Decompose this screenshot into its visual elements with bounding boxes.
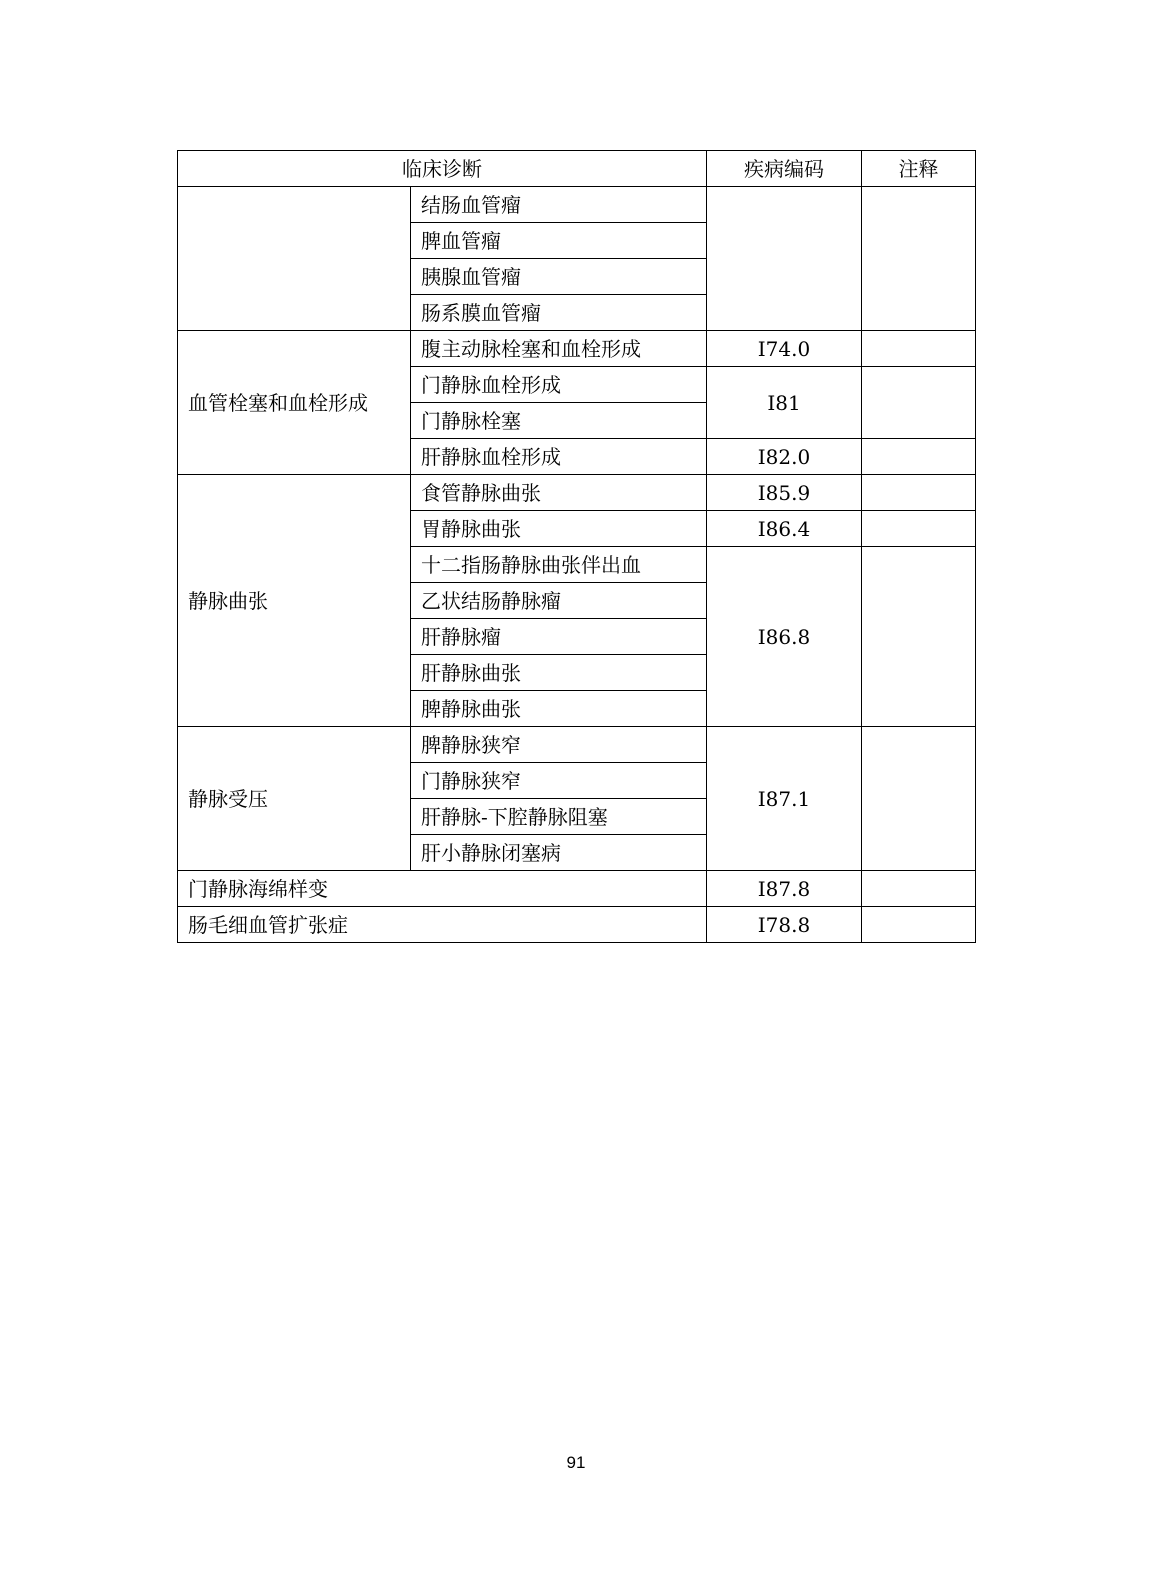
- diagnosis-cell: 乙状结肠静脉瘤: [411, 583, 707, 619]
- note-cell: [862, 547, 976, 727]
- diagnosis-cell: 肠毛细血管扩张症: [178, 907, 707, 943]
- table-header-row: [178, 151, 976, 187]
- diagnosis-cell: 门静脉栓塞: [411, 403, 707, 439]
- diagnosis-cell: 肠系膜血管瘤: [411, 295, 707, 331]
- note-cell: [862, 727, 976, 871]
- code-cell: I87.1: [707, 727, 862, 871]
- category-cell: 静脉受压: [178, 727, 411, 871]
- diagnosis-cell: 脾血管瘤: [411, 223, 707, 259]
- diagnosis-cell: 门静脉狭窄: [411, 763, 707, 799]
- note-cell: [862, 871, 976, 907]
- note-cell: [862, 439, 976, 475]
- table-row: [178, 331, 976, 367]
- header-disease-code: 疾病编码: [707, 151, 862, 187]
- page-number: 91: [566, 1453, 586, 1472]
- table-row: [178, 187, 976, 223]
- code-cell: I78.8: [707, 907, 862, 943]
- category-cell: 血管栓塞和血栓形成: [178, 331, 411, 475]
- note-cell: [862, 367, 976, 439]
- diagnosis-cell: 肝静脉曲张: [411, 655, 707, 691]
- note-cell: [862, 187, 976, 331]
- table-row: [178, 871, 976, 907]
- diagnosis-cell: 食管静脉曲张: [411, 475, 707, 511]
- note-cell: [862, 907, 976, 943]
- diagnosis-cell: 胃静脉曲张: [411, 511, 707, 547]
- category-cell: 静脉曲张: [178, 475, 411, 727]
- table-row: [178, 475, 976, 511]
- category-cell-empty: [178, 187, 411, 331]
- code-cell: I82.0: [707, 439, 862, 475]
- diagnosis-cell: 脾静脉曲张: [411, 691, 707, 727]
- code-cell: I85.9: [707, 475, 862, 511]
- header-clinical-diagnosis: 临床诊断: [178, 151, 707, 187]
- diagnosis-cell: 结肠血管瘤: [411, 187, 707, 223]
- code-cell: I86.8: [707, 547, 862, 727]
- code-cell: I81: [707, 367, 862, 439]
- code-cell: I87.8: [707, 871, 862, 907]
- note-cell: [862, 331, 976, 367]
- diagnosis-cell: 肝静脉瘤: [411, 619, 707, 655]
- diagnosis-cell: 肝静脉-下腔静脉阻塞: [411, 799, 707, 835]
- code-cell: I74.0: [707, 331, 862, 367]
- diagnosis-cell: 十二指肠静脉曲张伴出血: [411, 547, 707, 583]
- table-row: [178, 907, 976, 943]
- diagnosis-table: [177, 150, 976, 943]
- diagnosis-cell: 胰腺血管瘤: [411, 259, 707, 295]
- diagnosis-cell: 肝小静脉闭塞病: [411, 835, 707, 871]
- header-notes: 注释: [862, 151, 976, 187]
- code-cell-empty: [707, 187, 862, 331]
- code-cell: I86.4: [707, 511, 862, 547]
- note-cell: [862, 511, 976, 547]
- table-row: [178, 727, 976, 763]
- diagnosis-cell: 腹主动脉栓塞和血栓形成: [411, 331, 707, 367]
- diagnosis-cell: 脾静脉狭窄: [411, 727, 707, 763]
- diagnosis-cell: 门静脉血栓形成: [411, 367, 707, 403]
- note-cell: [862, 475, 976, 511]
- diagnosis-cell: 门静脉海绵样变: [178, 871, 707, 907]
- diagnosis-cell: 肝静脉血栓形成: [411, 439, 707, 475]
